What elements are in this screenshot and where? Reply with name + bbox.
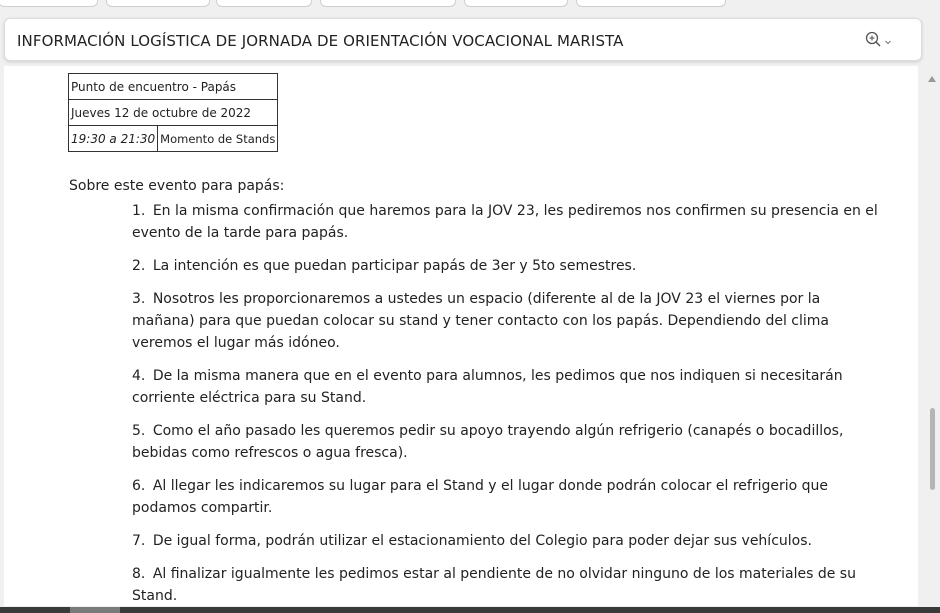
list-item-text: En la misma confirmación que haremos para la JOV 23, les pediremos nos confirmen su presencia en el evento de la tarde para papás.: [132, 203, 878, 241]
steps-list: [132, 200, 884, 606]
list-item-number: 2.: [132, 258, 146, 274]
top-tab[interactable]: [576, 0, 726, 7]
scrollbar-thumb[interactable]: [930, 408, 935, 490]
zoom-in-icon[interactable]: [865, 30, 899, 52]
info-table: [68, 73, 278, 152]
content-panel: [4, 66, 918, 606]
list-item-number: 4.: [132, 368, 146, 384]
list-item-number: 5.: [132, 423, 146, 439]
list-item-text: Como el año pasado les queremos pedir su apoyo trayendo algún refrigerio (canapés o bocadillos, bebidas como refrescos o agua fresca).: [132, 423, 844, 461]
list-item-number: 1.: [132, 203, 146, 219]
list-item-text: La intención es que puedan participar papás de 3er y 5to semestres.: [152, 258, 637, 274]
top-tab[interactable]: [320, 0, 456, 7]
list-item: [132, 365, 884, 409]
list-item-text: Al llegar les indicaremos su lugar para el Stand y el lugar donde podrán colocar el refrigerio que podamos compartir.: [132, 478, 829, 516]
list-item-text: Al finalizar igualmente les pedimos estar al pendiente de no olvidar ninguno de los materiales de su Stand.: [132, 566, 856, 604]
list-item: [132, 200, 884, 244]
list-item-number: 8.: [132, 566, 146, 582]
top-tab-strip: [0, 0, 940, 10]
table-row: [69, 74, 278, 100]
list-item: [132, 475, 884, 519]
top-tab[interactable]: [0, 0, 98, 7]
scroll-up-arrow-icon[interactable]: [928, 76, 936, 82]
list-item-text: De la misma manera que en el evento para alumnos, les pedimos que nos indiquen si necesitarán corriente eléctrica para su Stand.: [132, 368, 843, 406]
top-tab[interactable]: [216, 0, 312, 7]
list-item-number: 3.: [132, 291, 146, 307]
table-title-cell: Punto de encuentro - Papás: [69, 74, 278, 100]
top-tab[interactable]: [106, 0, 210, 7]
list-item-text: De igual forma, podrán utilizar el estacionamiento del Colegio para poder dejar sus vehículos.: [152, 533, 812, 549]
table-time-cell: 19:30 a 21:30: [69, 126, 158, 152]
list-item: [132, 288, 884, 354]
list-item: [132, 530, 884, 552]
list-item-text: Nosotros les proporcionaremos a ustedes un espacio (diferente al de la JOV 23 el viernes por la mañana) para que puedan colocar su stand y tener contacto con los papás. Dependiendo del clima veremos el lugar más idóneo.: [132, 291, 829, 351]
list-item: [132, 420, 884, 464]
top-tab[interactable]: [464, 0, 568, 7]
list-item-number: 7.: [132, 533, 146, 549]
table-row: [69, 126, 278, 152]
list-item: [132, 563, 884, 606]
list-item-number: 6.: [132, 478, 146, 494]
zoom-dropdown[interactable]: [865, 30, 899, 52]
card-header: [4, 18, 922, 61]
vertical-scrollbar[interactable]: [924, 66, 940, 606]
table-activity-cell: Momento de Stands: [158, 126, 278, 152]
table-date-cell: Jueves 12 de octubre de 2022: [69, 100, 278, 126]
list-item: [132, 255, 884, 277]
intro-text: Sobre este evento para papás:: [69, 178, 285, 194]
card-title: INFORMACIÓN LOGÍSTICA DE JORNADA DE ORIENTACIÓN VOCACIONAL MARISTA: [17, 32, 624, 50]
chevron-down-icon: [886, 41, 891, 44]
bottom-bar-segment: [70, 607, 120, 613]
table-row: [69, 100, 278, 126]
bottom-bar: [0, 607, 940, 613]
